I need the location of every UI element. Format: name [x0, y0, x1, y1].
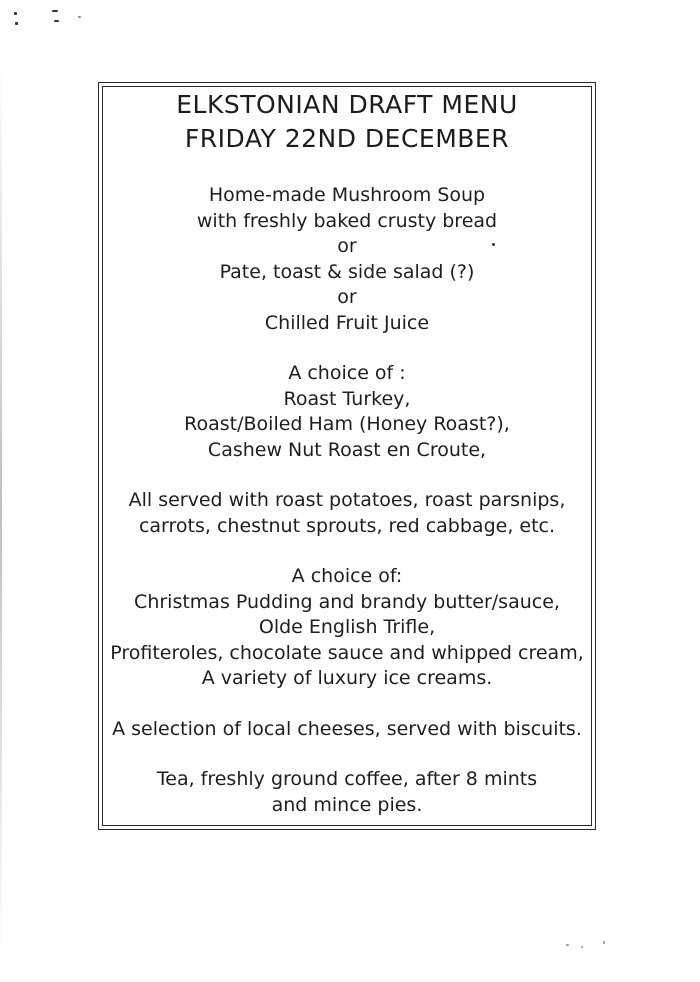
menu-line: Cashew Nut Roast en Croute,	[207, 438, 487, 461]
sides-section	[100, 488, 594, 539]
menu-line: All served with roast potatoes, roast parsnips,	[128, 489, 566, 511]
menu-line: Home-made Mushroom Soup	[208, 184, 486, 206]
title-line-2: FRIDAY 22ND DECEMBER	[184, 124, 510, 153]
menu-title	[100, 88, 594, 156]
menu-line: Chilled Fruit Juice	[264, 311, 430, 334]
page-edge-shadow	[0, 60, 2, 960]
menu-line: Olde English Trifle,	[258, 616, 436, 638]
menu-line: A choice of:	[291, 565, 403, 587]
menu-line: Roast/Boiled Ham (Honey Roast?),	[184, 413, 510, 435]
menu-line: Profiteroles, chocolate sauce and whipped cream,	[110, 641, 584, 664]
drinks-section	[100, 767, 594, 818]
menu-line: and mince pies.	[271, 793, 423, 816]
menu-line: Tea, freshly ground coffee, after 8 mints	[156, 768, 538, 790]
cheese-section	[100, 717, 594, 743]
mains-section	[100, 361, 594, 463]
menu-line: A choice of :	[288, 362, 406, 384]
menu-line: Roast Turkey,	[283, 387, 411, 410]
menu-line: or	[337, 286, 357, 308]
menu-line: A selection of local cheeses, served with biscuits.	[112, 717, 582, 740]
menu-line: or	[337, 235, 357, 257]
starters-section	[100, 183, 594, 336]
menu-line: A variety of luxury ice creams.	[201, 667, 493, 689]
punch-hole-marks	[14, 10, 94, 30]
menu-line: Pate, toast & side salad (?)	[219, 260, 475, 283]
menu-line: with freshly baked crusty bread	[196, 209, 498, 232]
title-line-1: ELKSTONIAN DRAFT MENU	[176, 90, 518, 119]
desserts-section	[100, 564, 594, 692]
menu-content	[100, 88, 594, 818]
menu-line: Christmas Pudding and brandy butter/sauce,	[134, 590, 560, 613]
menu-line: carrots, chestnut sprouts, red cabbage, etc.	[138, 514, 556, 537]
